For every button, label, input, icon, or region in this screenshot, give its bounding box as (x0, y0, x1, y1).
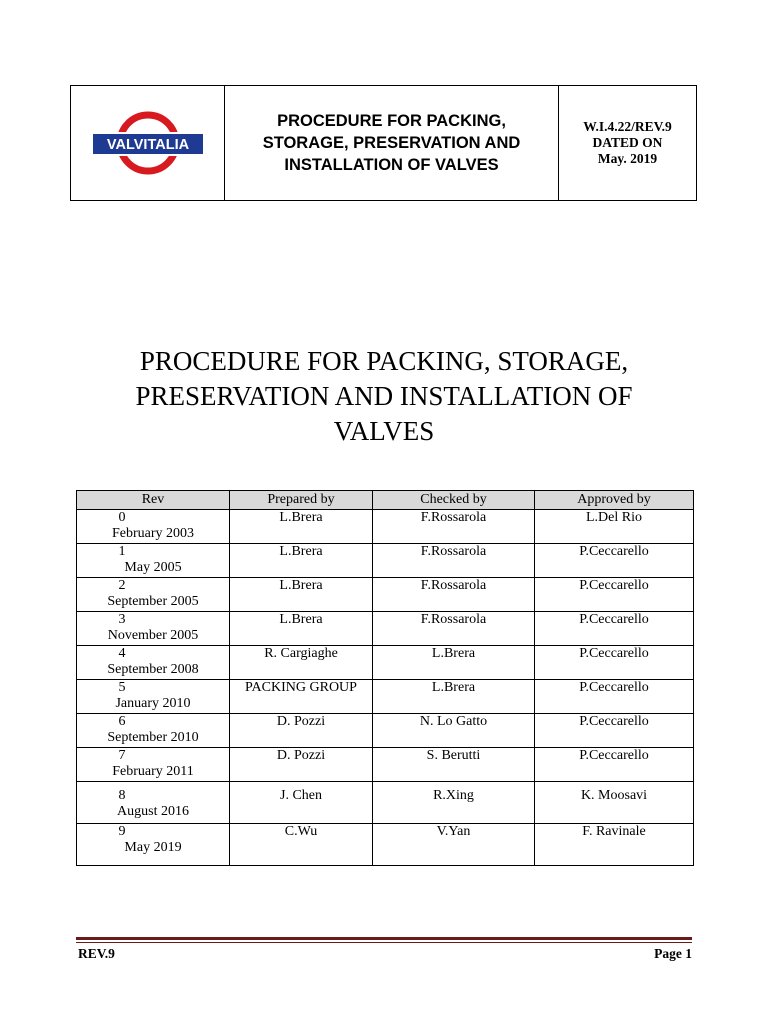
prepared-by-text: J. Chen (280, 788, 322, 803)
rev-cell (77, 714, 230, 748)
rev-cell (77, 544, 230, 578)
rev-date: November 2005 (107, 628, 199, 643)
header-title-cell (225, 86, 559, 200)
approved-by-cell: P.Ceccarello (535, 612, 694, 646)
checked-by-cell: L.Brera (373, 680, 535, 714)
prepared-by-cell: D. Pozzi (230, 714, 373, 748)
rev-number: 6 (118, 714, 126, 729)
rev-number: 3 (118, 612, 126, 627)
rev-number: 0 (118, 510, 126, 525)
revision-table (76, 490, 694, 866)
rev-number: 1 (118, 544, 126, 559)
document-reference-cell (559, 86, 696, 200)
checked-by-cell: F.Rossarola (373, 612, 535, 646)
checked-by-cell: L.Brera (373, 646, 535, 680)
rev-date: May 2019 (124, 840, 182, 855)
header-title (263, 110, 521, 176)
footer-page-number: Page 1 (654, 946, 692, 961)
checked-by-cell: N. Lo Gatto (373, 714, 535, 748)
rev-number: 4 (118, 646, 126, 661)
prepared-by-cell: R. Cargiaghe (230, 646, 373, 680)
page-title-line: VALVES (333, 416, 435, 446)
table-row (77, 544, 694, 578)
checked-by-cell: V.Yan (373, 824, 535, 866)
rev-cell (77, 646, 230, 680)
logo-cell (71, 86, 225, 200)
column-header-checked-by: Checked by (373, 491, 535, 510)
checked-by-cell: S. Berutti (373, 748, 535, 782)
footer-divider-thin (76, 942, 692, 943)
dated-on-label: DATED ON (592, 135, 663, 150)
approved-by-cell: P.Ceccarello (535, 680, 694, 714)
rev-date: January 2010 (115, 696, 191, 711)
document-code: W.I.4.22/REV.9 (583, 119, 672, 134)
prepared-by-cell: PACKING GROUP (230, 680, 373, 714)
rev-number: 5 (118, 680, 126, 695)
prepared-by-cell: L.Brera (230, 612, 373, 646)
approved-by-text: K. Moosavi (580, 788, 648, 803)
approved-by-cell: P.Ceccarello (535, 748, 694, 782)
table-header-row (77, 491, 694, 510)
rev-cell (77, 680, 230, 714)
table-row (77, 612, 694, 646)
document-reference (583, 119, 672, 167)
table-row (77, 714, 694, 748)
approved-by-cell: P.Ceccarello (535, 544, 694, 578)
table-row (77, 748, 694, 782)
footer-divider (76, 937, 692, 940)
rev-date: February 2011 (112, 764, 194, 779)
prepared-by-cell: L.Brera (230, 544, 373, 578)
table-row (77, 782, 694, 824)
table-row (77, 510, 694, 544)
table-row (77, 680, 694, 714)
valvitalia-logo-graphic (90, 111, 206, 175)
rev-date: May 2005 (124, 560, 182, 575)
column-header-prepared-by: Prepared by (230, 491, 373, 510)
prepared-by-cell: D. Pozzi (230, 748, 373, 782)
document-date: May. 2019 (597, 151, 658, 166)
approved-by-cell: P.Ceccarello (535, 578, 694, 612)
approved-by-cell: P.Ceccarello (535, 714, 694, 748)
rev-cell (77, 824, 230, 866)
rev-date: August 2016 (117, 804, 189, 819)
checked-by-cell: F.Rossarola (373, 578, 535, 612)
rev-date: September 2005 (107, 594, 199, 609)
approved-by-cell (535, 782, 694, 824)
header-title-line: STORAGE, PRESERVATION AND (262, 134, 521, 152)
document-header (70, 85, 697, 201)
table-row (77, 646, 694, 680)
rev-cell (77, 612, 230, 646)
approved-by-cell: L.Del Rio (535, 510, 694, 544)
rev-number: 7 (118, 748, 126, 763)
checked-by-text: R.Xing (433, 788, 474, 803)
checked-by-cell: F.Rossarola (373, 510, 535, 544)
page-title-line: PRESERVATION AND INSTALLATION OF (135, 381, 633, 411)
prepared-by-cell: L.Brera (230, 510, 373, 544)
rev-cell (77, 782, 230, 824)
checked-by-cell (373, 782, 535, 824)
checked-by-cell: F.Rossarola (373, 544, 535, 578)
prepared-by-cell: L.Brera (230, 578, 373, 612)
header-title-line: INSTALLATION OF VALVES (284, 156, 499, 174)
column-header-approved-by: Approved by (535, 491, 694, 510)
rev-number: 2 (118, 578, 126, 593)
rev-cell (77, 510, 230, 544)
approved-by-cell: P.Ceccarello (535, 646, 694, 680)
header-title-line: PROCEDURE FOR PACKING, (277, 112, 506, 130)
table-row (77, 824, 694, 866)
prepared-by-cell: C.Wu (230, 824, 373, 866)
rev-number: 8 (118, 788, 126, 803)
prepared-by-cell (230, 782, 373, 824)
page-title-line: PROCEDURE FOR PACKING, STORAGE, (139, 346, 629, 376)
rev-cell (77, 748, 230, 782)
rev-cell (77, 578, 230, 612)
logo-text: VALVITALIA (106, 137, 189, 153)
table-row (77, 578, 694, 612)
approved-by-cell: F. Ravinale (535, 824, 694, 866)
valvitalia-logo (90, 111, 206, 175)
rev-date: February 2003 (111, 526, 195, 541)
rev-date: September 2010 (107, 730, 199, 745)
footer-revision: REV.9 (78, 946, 115, 961)
rev-number: 9 (118, 824, 126, 839)
page-title (84, 344, 684, 449)
column-header-rev: Rev (77, 491, 230, 510)
rev-date: September 2008 (107, 662, 199, 677)
